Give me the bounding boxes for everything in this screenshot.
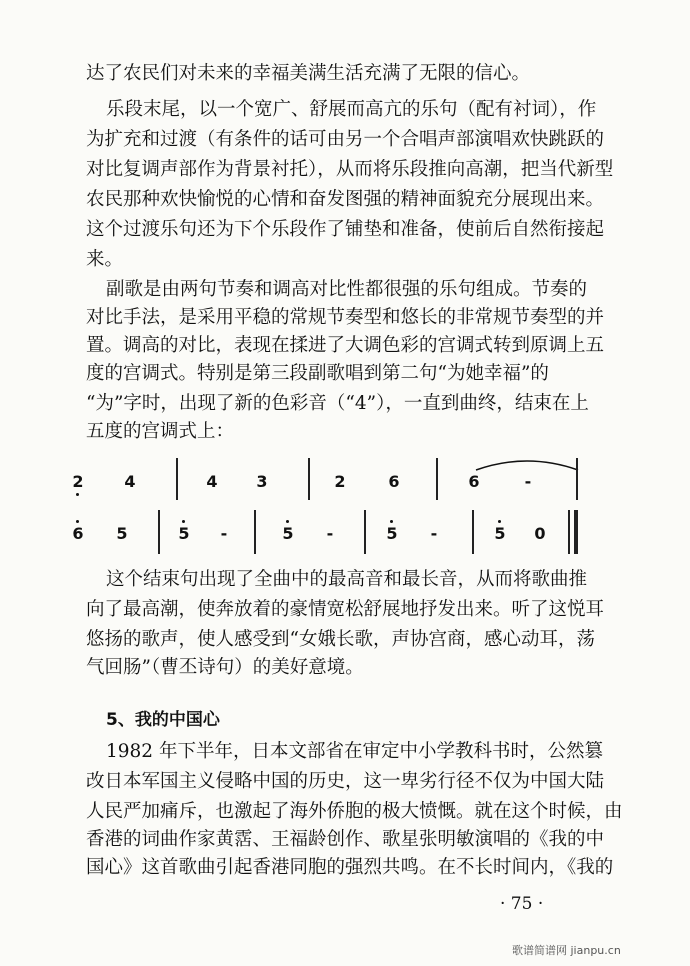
- score-note: 3: [256, 472, 268, 491]
- score-note: 5: [174, 524, 194, 544]
- score-note: -: [430, 524, 438, 543]
- text-line: 对比复调声部作为背景衬托），从而将乐段推向高潮，把当代新型: [86, 159, 614, 180]
- score-note: 6: [68, 524, 88, 544]
- text-line: 度的宫调式。特别是第三段副歌唱到第二句“为她幸福”的: [86, 363, 549, 384]
- score-note: 4: [124, 472, 136, 491]
- text-line: 气回肠”（曹丕诗句）的美好意境。: [86, 657, 364, 678]
- text-line: 为扩充和过渡（有条件的话可由另一个合唱声部演唱欢快跳跃的: [86, 129, 605, 150]
- score-note: 5: [116, 524, 128, 543]
- text-line: 这个结束句出现了全曲中的最高音和最长音，从而将歌曲推: [106, 569, 588, 590]
- text-line: 向了最高潮，使奔放着的豪情宽松舒展地抒发出来。听了这悦耳: [86, 599, 605, 620]
- text-line: “为”字时，出现了新的色彩音（“4”），一直到曲终，结束在上: [86, 393, 589, 414]
- bar-line: [158, 510, 160, 554]
- slur-mark: [472, 454, 582, 472]
- text-line: 这个过渡乐句还为下个乐段作了铺垫和准备，使前后自然衔接起: [86, 219, 605, 240]
- text-line: 香港的词曲作家黄霑、王福龄创作、歌星张明敏演唱的《我的中: [86, 829, 605, 850]
- jianpu-score: [62, 448, 602, 560]
- final-bar-line: [574, 510, 578, 554]
- bar-line: [254, 510, 256, 554]
- bar-line: [568, 510, 570, 554]
- score-note: 5: [278, 524, 298, 544]
- text-line: 五度的宫调式上：: [86, 421, 235, 442]
- text-line: 改日本军国主义侵略中国的历史，这一卑劣行径不仅为中国大陆: [86, 771, 605, 792]
- text-line: 副歌是由两句节奏和调高对比性都很强的乐句组成。节奏的: [106, 279, 588, 300]
- bar-line: [364, 510, 366, 554]
- score-note: -: [326, 524, 334, 543]
- text-line: 国心》这首歌曲引起香港同胞的强烈共鸣。在不长时间内，《我的: [86, 857, 614, 878]
- bar-line: [176, 458, 178, 500]
- score-note: 6: [468, 472, 480, 491]
- text-line: 对比手法，是采用平稳的常规节奏型和悠长的非常规节奏型的并: [86, 307, 605, 328]
- score-note: 0: [534, 524, 546, 543]
- bar-line: [308, 458, 310, 500]
- score-note: 5: [490, 524, 510, 544]
- score-note: 2: [68, 472, 88, 492]
- watermark: 歌谱简谱网 jianpu.cn: [512, 944, 621, 957]
- score-note: 2: [334, 472, 346, 491]
- text-line: 来。: [86, 249, 124, 270]
- score-note: -: [220, 524, 228, 543]
- score-note: -: [524, 472, 532, 491]
- text-line: 置。调高的对比，表现在揉进了大调色彩的宫调式转到原调上五: [86, 335, 605, 356]
- score-note: 4: [206, 472, 218, 491]
- bar-line: [436, 458, 438, 500]
- text-line: 1982 年下半年，日本文部省在审定中小学教科书时，公然篡: [106, 741, 603, 762]
- text-line: 农民那种欢快愉悦的心情和奋发图强的精神面貌充分展现出来。: [86, 189, 605, 210]
- text-line: 达了农民们对未来的幸福美满生活充满了无限的信心。: [86, 63, 531, 84]
- section-heading: 5、我的中国心: [106, 710, 220, 730]
- bar-line: [576, 458, 578, 500]
- bar-line: [472, 510, 474, 554]
- score-note: 5: [382, 524, 402, 544]
- text-line: 人民严加痛斥，也激起了海外侨胞的极大愤慨。就在这个时候，由: [86, 801, 623, 822]
- page-number: · 75 ·: [500, 894, 544, 914]
- score-note: 6: [388, 472, 400, 491]
- text-line: 悠扬的歌声，使人感受到“女娥长歌，声协宫商，感心动耳，荡: [86, 629, 595, 650]
- text-line: 乐段末尾，以一个宽广、舒展而高亢的乐句（配有衬词），作: [106, 99, 597, 120]
